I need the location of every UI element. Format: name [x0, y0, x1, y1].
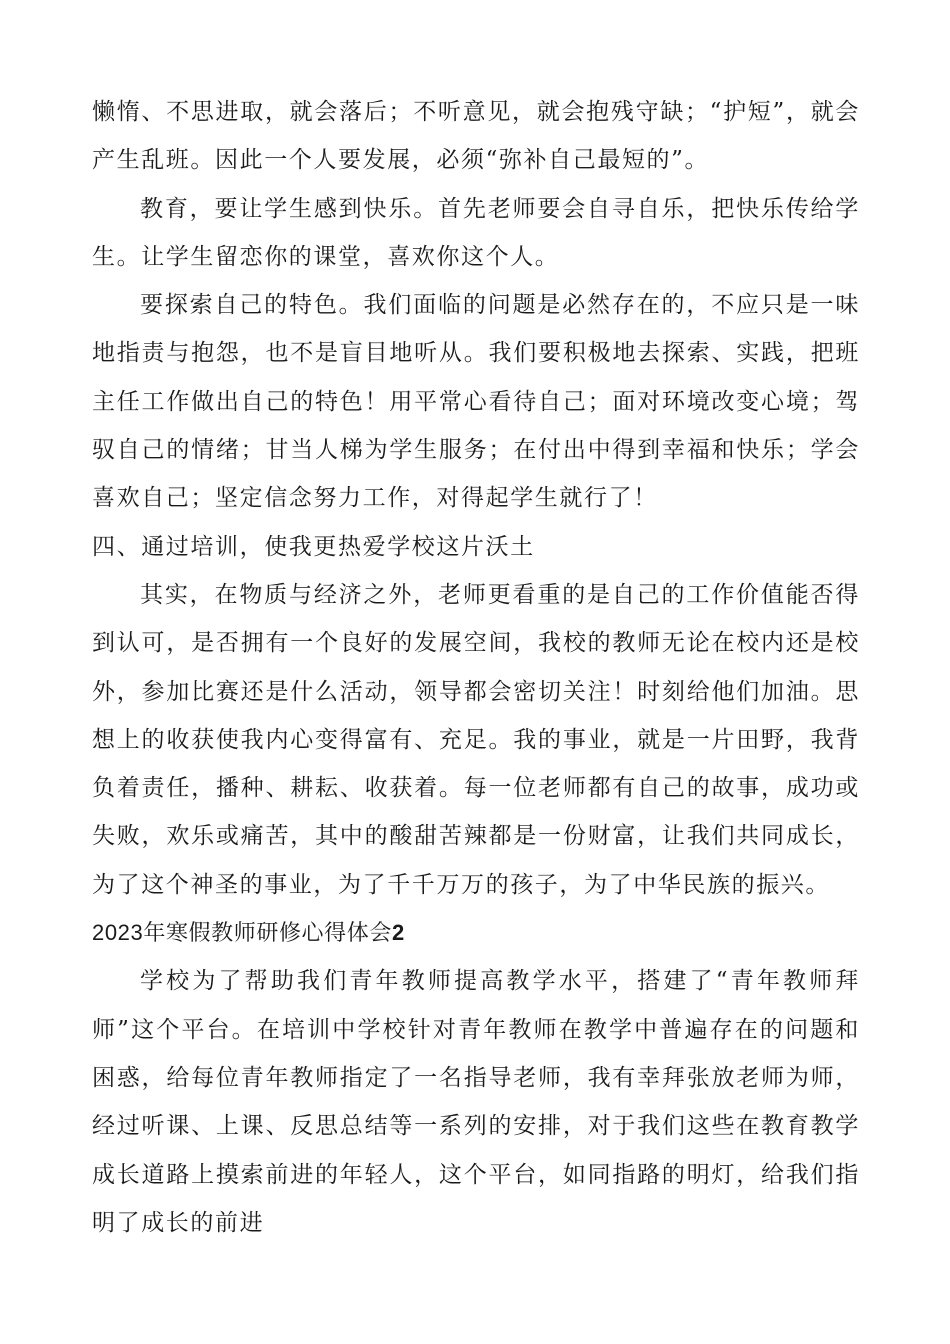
- paragraph-explore-features: 要探索自己的特色。我们面临的问题是必然存在的，不应只是一味地指责与抱怨，也不是盲目地听从。我们要积极地去探索、实践，把班主任工作做出自己的特色！用平常心看待自己；面对环境改变心境；驾驭自己的情绪；甘当人梯为学生服务；在付出中得到幸福和快乐；学会喜欢自己；坚定信念努力工作，对得起学生就行了！: [92, 292, 860, 512]
- paragraph-work-value: 其实，在物质与经济之外，老师更看重的是自己的工作价值能否得到认可，是否拥有一个良好的发展空间，我校的教师无论在校内还是校外，参加比赛还是什么活动，领导都会密切关注！时刻给他们加油。思想上的收获使我内心变得富有、充足。我的事业，就是一片田野，我背负着责任，播种、耕耘、收获着。每一位老师都有自己的故事，成功或失败，欢乐或痛苦，其中的酸甜苦辣都是一份财富，让我们共同成长，为了这个神圣的事业，为了千千万万的孩子，为了中华民族的振兴。: [92, 581, 860, 898]
- essay-title-number: 2: [391, 920, 405, 946]
- paragraph-happy-education: 教育，要让学生感到快乐。首先老师要会自寻自乐，把快乐传给学生。让学生留恋你的课堂，喜欢你这个人。: [92, 195, 860, 270]
- essay-title-text: 2023年寒假教师研修心得体会: [92, 920, 392, 946]
- paragraph-mentor-program: 学校为了帮助我们青年教师提高教学水平，搭建了“青年教师拜师”这个平台。在培训中学校针对青年教师在教学中普遍存在的问题和困惑，给每位青年教师指定了一名指导老师，我有幸拜张放老师为师，经过听课、上课、反思总结等一系列的安排，对于我们这些在教育教学成长道路上摸索前进的年轻人，这个平台，如同指路的明灯，给我们指明了成长的前进: [92, 968, 860, 1236]
- document-body: [92, 88, 860, 1247]
- section-heading-four: 四、通过培训，使我更热爱学校这片沃土: [92, 533, 535, 560]
- essay-title: [92, 909, 860, 957]
- paragraph-continuation: 懒惰、不思进取，就会落后；不听意见，就会抱残守缺；“护短”，就会产生乱班。因此一个人要发展，必须“弥补自己最短的”。: [92, 99, 860, 174]
